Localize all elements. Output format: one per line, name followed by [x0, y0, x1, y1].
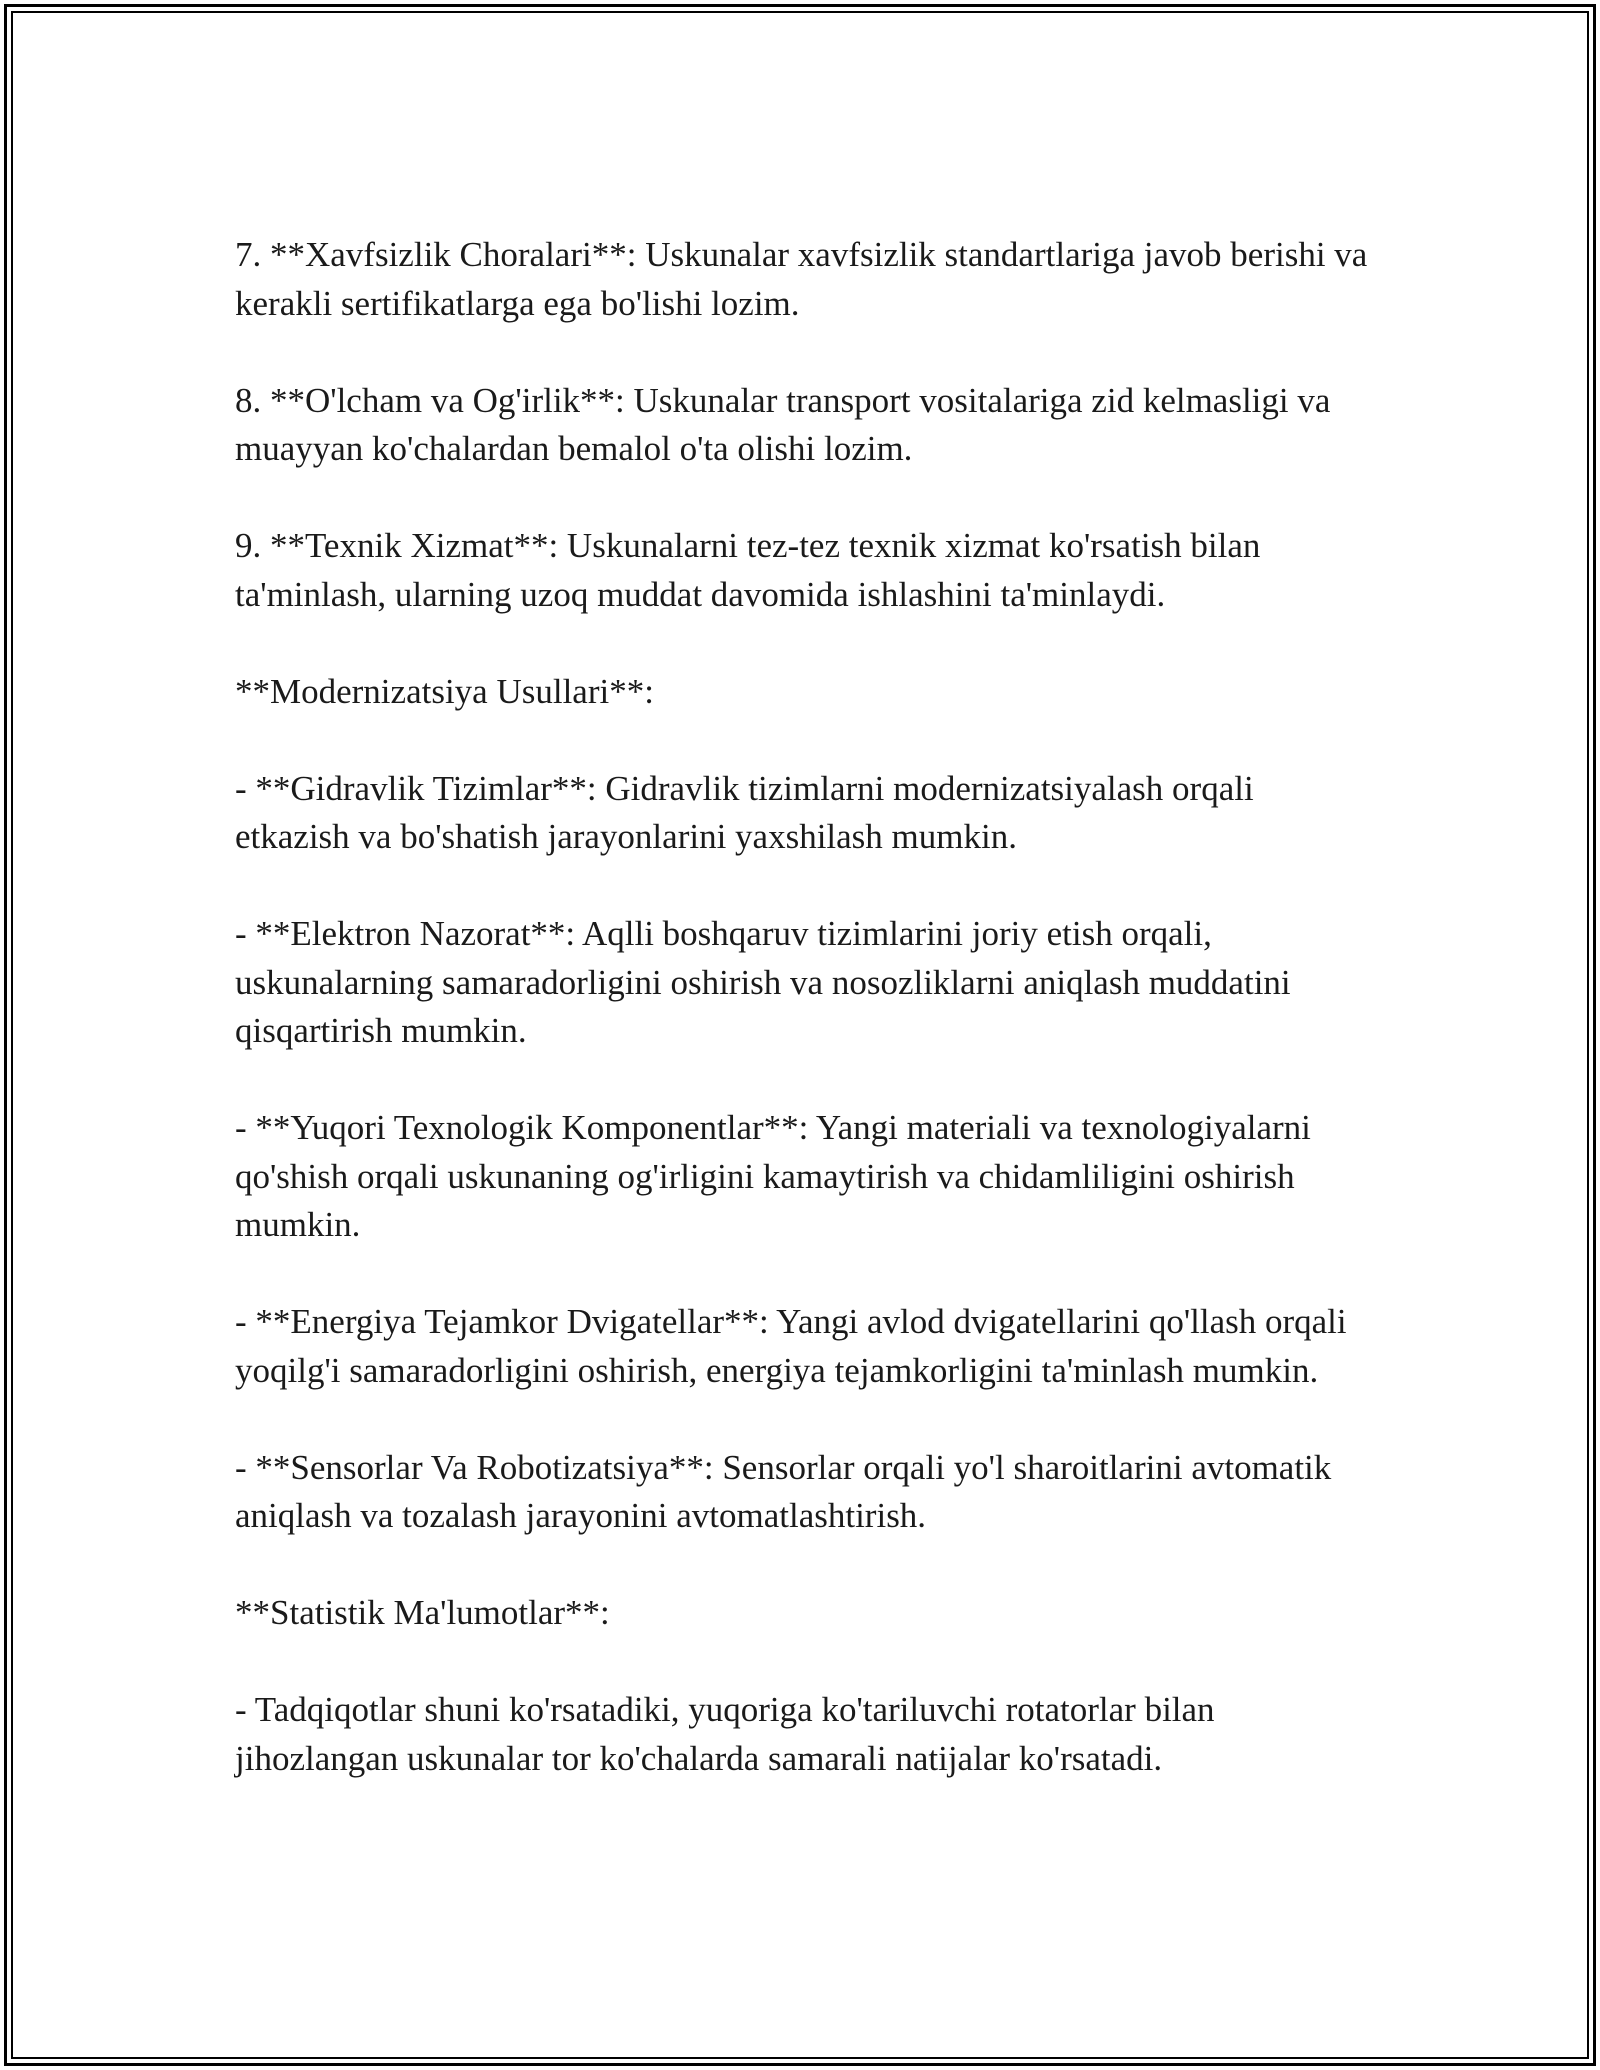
list-item-elektron-nazorat: - **Elektron Nazorat**: Aqlli boshqaruv tizimlarini joriy etish orqali, uskunalarning samaradorligini oshirish va nosozliklarni aniqlash muddatini qisqartirish mumkin. [235, 914, 1291, 1050]
heading-modernizatsiya-usullari: **Modernizatsiya Usullari**: [235, 671, 654, 711]
list-item-yuqori-texnologik-komponentlar: - **Yuqori Texnologik Komponentlar**: Yangi materiali va texnologiyalarni qo'shish orqali uskunaning og'irligini kamaytirish va chidamliligini oshirish mumkin. [235, 1108, 1311, 1244]
list-item-energiya-tejamkor-dvigatellar: - **Energiya Tejamkor Dvigatellar**: Yangi avlod dvigatellarini qo'llash orqali yoqilg'i samaradorligini oshirish, energiya tejamkorligini ta'minlash mumkin. [235, 1302, 1347, 1390]
paragraph-xavfsizlik-choralari: 7. **Xavfsizlik Choralari**: Uskunalar xavfsizlik standartlariga javob berishi va kerakli sertifikatlarga ega bo'lishi lozim. [235, 235, 1368, 323]
heading-statistik-malumotlar: **Statistik Ma'lumotlar**: [235, 1593, 610, 1632]
document-body [235, 231, 1370, 1783]
paragraph-texnik-xizmat: 9. **Texnik Xizmat**: Uskunalarni tez-tez texnik xizmat ko'rsatish bilan ta'minlash, ularning uzoq muddat davomida ishlashini ta'minlaydi. [235, 526, 1261, 614]
list-item-gidravlik-tizimlar: - **Gidravlik Tizimlar**: Gidravlik tizimlarni modernizatsiyalash orqali etkazish va bo'shatish jarayonlarini yaxshilash mumkin. [235, 768, 1254, 856]
paragraph-olcham-va-ogirlik: 8. **O'lcham va Og'irlik**: Uskunalar transport vositalariga zid kelmasligi va muayyan ko'chalardan bemalol o'ta olishi lozim. [235, 380, 1331, 468]
list-item-tadqiqotlar: - Tadqiqotlar shuni ko'rsatadiki, yuqoriga ko'tariluvchi rotatorlar bilan jihozlangan uskunalar tor ko'chalarda samarali natijalar ko'rsatadi. [235, 1690, 1215, 1778]
list-item-sensorlar-va-robotizatsiya: - **Sensorlar Va Robotizatsiya**: Sensorlar orqali yo'l sharoitlarini avtomatik aniqlash va tozalash jarayonini avtomatlashtirish. [235, 1447, 1332, 1535]
